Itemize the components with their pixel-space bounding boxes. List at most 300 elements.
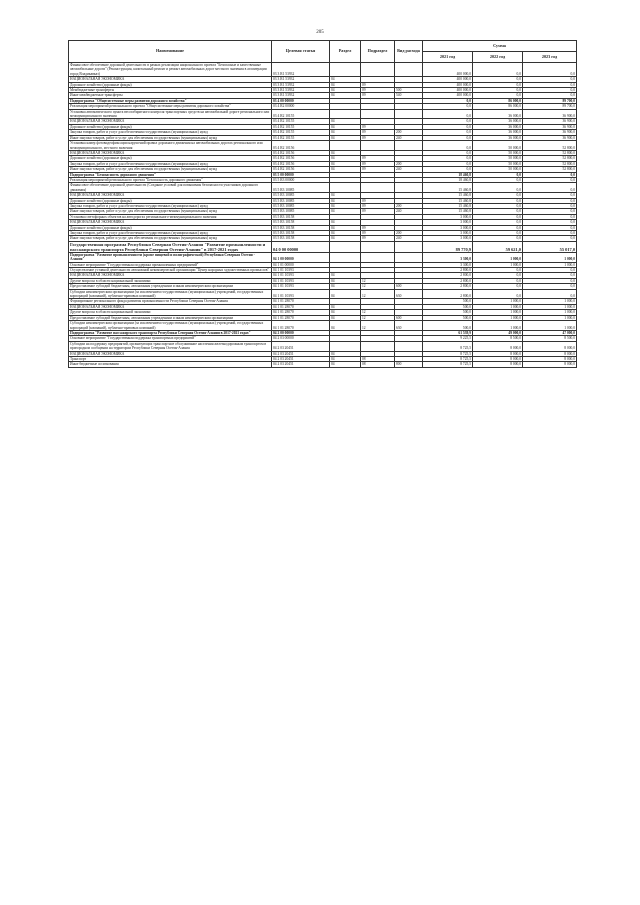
cell-2021: 2 800,0 (423, 284, 473, 289)
cell-2021: 0,0 (423, 156, 473, 161)
cell-2022: 0,0 (473, 203, 523, 208)
cell-2022: 8 000,0 (473, 341, 523, 351)
cell-2022: 1 000,0 (473, 299, 523, 304)
cell-2021: 9 225,5 (423, 336, 473, 341)
cell-name: Субсидии некоммерческим организациям (за исключением государственных (муниципальных) учреждений, государственных корпораций (компаний), публично-правовых компаний) (69, 289, 272, 299)
cell-target: 03 3 R1 53932 (272, 63, 330, 77)
cell-name: Субсидии на поддержку предприятий, организующих транспортное обслуживание населения железнодорожным транспортом в пригородном сообщении на территории Республики Северная Осетия-Алания (69, 341, 272, 351)
budget-table (68, 40, 577, 368)
cell-kind (395, 341, 423, 351)
cell-2021: 0,0 (423, 109, 473, 119)
cell-2021: 0,0 (423, 150, 473, 155)
cell-target: 03 3 R1 53932 (272, 82, 330, 87)
cell-target: 03 5 R3 10158 (272, 236, 330, 241)
cell-2021: 0,0 (423, 104, 473, 109)
cell-name: Дорожное хозяйство (дорожные фонды) (69, 225, 272, 230)
cell-section: 04 (330, 130, 361, 135)
cell-2021: 0,0 (423, 124, 473, 129)
cell-2021: 8 725,5 (423, 341, 473, 351)
cell-2022: 50 000,0 (473, 150, 523, 155)
cell-target: 03 5 R3 10158 (272, 214, 330, 219)
cell-section: 04 (330, 315, 361, 320)
cell-section: 04 (330, 203, 361, 208)
cell-2022: 86 000,0 (473, 104, 523, 109)
cell-2021: 2 800,0 (423, 273, 473, 278)
cell-name: Иные закупки товаров, работ и услуг для обеспечения государственных (муниципальных) нужд (69, 209, 272, 214)
cell-2023: 0,0 (523, 177, 577, 182)
cell-2021: 400 000,0 (423, 63, 473, 77)
header-kind: Вид расхода (395, 41, 423, 63)
cell-subsection: 12 (361, 278, 395, 283)
cell-section: 04 (330, 161, 361, 166)
cell-2023: 36 900,0 (523, 109, 577, 119)
cell-2021: 18 460,8 (423, 177, 473, 182)
cell-2023: 36 900,0 (523, 119, 577, 124)
cell-2021: 0,0 (423, 119, 473, 124)
cell-name: Дорожное хозяйство (дорожные фонды) (69, 198, 272, 203)
cell-subsection (361, 252, 395, 262)
cell-2021: 2 800,0 (423, 289, 473, 299)
cell-2021: 3 000,0 (423, 236, 473, 241)
cell-name: НАЦИОНАЛЬНАЯ ЭКОНОМИКА (69, 351, 272, 356)
cell-name: Установка светофорных объектов на автодорогах регионального-межмуниципального значения (69, 214, 272, 219)
cell-target: 03 4 R2 10156 (272, 161, 330, 166)
cell-2021: 400 000,0 (423, 77, 473, 82)
cell-2023: 36 900,0 (523, 124, 577, 129)
cell-target: 04 2 03 20451 (272, 341, 330, 351)
cell-name: Подпрограмма "Развитие промышленности (кроме пищевой и полиграфической) Республики Северная Осетия - Алания" (69, 252, 272, 262)
cell-2022: 0,0 (473, 88, 523, 93)
cell-kind: 200 (395, 203, 423, 208)
cell-section: 04 (330, 82, 361, 87)
cell-target: 03 4 R2 10155 (272, 119, 330, 124)
cell-2021: 8 725,5 (423, 356, 473, 361)
table-row (69, 341, 577, 351)
cell-2022: 49 000,0 (473, 330, 523, 335)
cell-target: 04 1 01 10393 (272, 284, 330, 289)
cell-section: 04 (330, 289, 361, 299)
cell-target: 03 4 R2 10156 (272, 156, 330, 161)
cell-2022: 0,0 (473, 284, 523, 289)
cell-section (330, 183, 361, 193)
cell-2022: 86 000,0 (473, 98, 523, 103)
cell-subsection: 09 (361, 203, 395, 208)
table-row (69, 241, 577, 252)
cell-2023: 1 000,0 (523, 321, 577, 331)
cell-subsection (361, 109, 395, 119)
cell-target: 03 5 R3 00000 (272, 177, 330, 182)
cell-target: 03 4 R2 10156 (272, 141, 330, 151)
header-sum: Сумма (423, 41, 577, 52)
cell-2023: 0,0 (523, 284, 577, 289)
cell-name: Межбюджетные трансферты (69, 88, 272, 93)
cell-kind (395, 252, 423, 262)
cell-2022: 8 000,0 (473, 362, 523, 367)
cell-2021: 18 460,8 (423, 172, 473, 177)
cell-2023: 0,0 (523, 93, 577, 98)
cell-2023: 0,0 (523, 225, 577, 230)
header-section: Раздел (330, 41, 361, 63)
cell-target: 04 2 00 00000 (272, 330, 330, 335)
cell-2023: 1 000,0 (523, 252, 577, 262)
cell-2023: 47 000,0 (523, 330, 577, 335)
cell-2023: 0,0 (523, 183, 577, 193)
cell-kind (395, 63, 423, 77)
cell-target: 04 1 01 28070 (272, 315, 330, 320)
cell-2023: 0,0 (523, 203, 577, 208)
cell-name: Реализация мероприятий регионального проекта "Общесистемные меры развития дорожного хозяйства" (69, 104, 272, 109)
cell-2023: 0,0 (523, 193, 577, 198)
cell-2021: 500,0 (423, 321, 473, 331)
cell-kind: 240 (395, 167, 423, 172)
cell-section: 04 (330, 77, 361, 82)
cell-2021: 15 460,8 (423, 183, 473, 193)
cell-2021: 61 539,9 (423, 330, 473, 335)
cell-2022: 0,0 (473, 273, 523, 278)
cell-section: 04 (330, 321, 361, 331)
cell-section (330, 141, 361, 151)
cell-name: Иные закупки товаров, работ и услуг для обеспечения государственных (муниципальных) нужд (69, 135, 272, 140)
cell-2023: 0,0 (523, 231, 577, 236)
cell-section: 04 (330, 156, 361, 161)
cell-2021: 8 725,5 (423, 351, 473, 356)
cell-section: 04 (330, 198, 361, 203)
cell-2023: 0,0 (523, 268, 577, 273)
cell-name: Дорожное хозяйство (дорожные фонды) (69, 82, 272, 87)
cell-name: Иные межбюджетные трансферты (69, 93, 272, 98)
cell-2021: 3 000,0 (423, 220, 473, 225)
cell-kind: 200 (395, 161, 423, 166)
cell-2021: 500,0 (423, 315, 473, 320)
cell-2021: 89 770,9 (423, 241, 473, 252)
cell-target: 04 1 01 28070 (272, 310, 330, 315)
cell-2021: 0,0 (423, 141, 473, 151)
cell-kind: 630 (395, 289, 423, 299)
table-header (69, 41, 577, 63)
cell-kind: 200 (395, 231, 423, 236)
cell-2022: 50 000,0 (473, 167, 523, 172)
cell-2023: 0,0 (523, 88, 577, 93)
cell-section: 04 (330, 273, 361, 278)
cell-name: Подпрограмма "Безопасность дорожного движения" (69, 172, 272, 177)
cell-2021: 15 460,8 (423, 203, 473, 208)
cell-section (330, 341, 361, 351)
cell-2023: 8 000,0 (523, 362, 577, 367)
cell-subsection: 09 (361, 161, 395, 166)
cell-section: 04 (330, 124, 361, 129)
cell-2023: 0,0 (523, 82, 577, 87)
cell-name: Основное мероприятие "Государственная поддержка промышленных предприятий" (69, 262, 272, 267)
cell-section: 04 (330, 310, 361, 315)
cell-name: НАЦИОНАЛЬНАЯ ЭКОНОМИКА (69, 304, 272, 309)
cell-2023: 89 700,0 (523, 98, 577, 103)
cell-section: 04 (330, 351, 361, 356)
cell-kind: 600 (395, 315, 423, 320)
cell-subsection (361, 141, 395, 151)
cell-kind: 600 (395, 284, 423, 289)
cell-subsection: 09 (361, 93, 395, 98)
cell-section (330, 241, 361, 252)
cell-name: Иные бюджетные ассигнования (69, 362, 272, 367)
cell-name: Дорожное хозяйство (дорожные фонды) (69, 156, 272, 161)
cell-target: 03 5 R3 10158 (272, 231, 330, 236)
cell-2021: 500,0 (423, 299, 473, 304)
cell-subsection: 09 (361, 209, 395, 214)
cell-target: 04 1 01 10393 (272, 273, 330, 278)
cell-target: 03 4 R2 10155 (272, 135, 330, 140)
cell-name: Подпрограмма "Развитие пассажирского транспорта Республики Северная Осетия-Алания в 2017-2021 годах" (69, 330, 272, 335)
cell-2023: 8 000,0 (523, 356, 577, 361)
cell-name: НАЦИОНАЛЬНАЯ ЭКОНОМИКА (69, 150, 272, 155)
cell-name: НАЦИОНАЛЬНАЯ ЭКОНОМИКА (69, 193, 272, 198)
cell-2021: 15 460,8 (423, 209, 473, 214)
cell-target: 04 2 03 20451 (272, 362, 330, 367)
cell-2021: 3 000,0 (423, 214, 473, 219)
cell-section: 04 (330, 236, 361, 241)
cell-target: 03 3 R1 53932 (272, 77, 330, 82)
cell-name: Иные закупки товаров, работ и услуг для обеспечения государственных (муниципальных) нужд (69, 167, 272, 172)
cell-name: Финансовое обеспечение дорожной деятельности (Создание условий для повышения безопасности участников дорожного движения) (69, 183, 272, 193)
cell-section (330, 63, 361, 77)
page-number: 205 (316, 30, 324, 35)
cell-section: 04 (330, 93, 361, 98)
cell-2021: 400 000,0 (423, 93, 473, 98)
cell-name: Подпрограмма "Общесистемные меры развития дорожного хозяйства" (69, 98, 272, 103)
cell-section: 04 (330, 231, 361, 236)
cell-2023: 8 500,0 (523, 336, 577, 341)
cell-2022: 1 000,0 (473, 304, 523, 309)
cell-2023: 8 000,0 (523, 341, 577, 351)
cell-2022: 50 000,0 (473, 156, 523, 161)
cell-target: 03 3 R1 53932 (272, 88, 330, 93)
cell-section: 04 (330, 220, 361, 225)
cell-subsection: 09 (361, 124, 395, 129)
cell-target: 04 2 03 20451 (272, 356, 330, 361)
cell-2021: 3 000,0 (423, 225, 473, 230)
cell-subsection: 12 (361, 321, 395, 331)
cell-section: 04 (330, 304, 361, 309)
cell-section: 04 (330, 135, 361, 140)
cell-subsection: 09 (361, 231, 395, 236)
cell-subsection: 09 (361, 88, 395, 93)
cell-2021: 2 800,0 (423, 278, 473, 283)
cell-2022: 0,0 (473, 93, 523, 98)
cell-subsection (361, 183, 395, 193)
header-subsection: Подраздел (361, 41, 395, 63)
table-body (69, 63, 577, 368)
cell-2022: 1 000,0 (473, 262, 523, 267)
cell-name: Формирование регионального фонда развития промышленности Республики Северная Осетия-Алания (69, 299, 272, 304)
cell-section: 04 (330, 193, 361, 198)
cell-2022: 0,0 (473, 193, 523, 198)
cell-name: Закупка товаров, работ и услуг для обеспечения государственных (муниципальных) нужд (69, 203, 272, 208)
cell-target: 03 4 R2 10156 (272, 167, 330, 172)
cell-2021: 0,0 (423, 161, 473, 166)
table-row (69, 63, 577, 77)
cell-target: 03 3 R1 53932 (272, 93, 330, 98)
cell-2023: 1 000,0 (523, 262, 577, 267)
cell-2023: 52 800,0 (523, 161, 577, 166)
table-row (69, 109, 577, 119)
cell-2022: 8 500,0 (473, 336, 523, 341)
cell-name: НАЦИОНАЛЬНАЯ ЭКОНОМИКА (69, 220, 272, 225)
cell-subsection: 12 (361, 315, 395, 320)
cell-kind: 200 (395, 130, 423, 135)
cell-subsection: 09 (361, 82, 395, 87)
cell-2022: 0,0 (473, 183, 523, 193)
cell-2022: 1 000,0 (473, 310, 523, 315)
cell-subsection: 09 (361, 236, 395, 241)
cell-section: 04 (330, 225, 361, 230)
cell-target: 03 5 R3 10085 (272, 203, 330, 208)
cell-kind (395, 109, 423, 119)
cell-2023: 52 800,0 (523, 150, 577, 155)
cell-name: НАЦИОНАЛЬНАЯ ЭКОНОМИКА (69, 273, 272, 278)
header-target: Целевая статья (272, 41, 330, 63)
cell-2021: 15 460,8 (423, 193, 473, 198)
table-row (69, 321, 577, 331)
cell-target: 03 4 R2 10156 (272, 150, 330, 155)
cell-2023: 55 017,0 (523, 241, 577, 252)
cell-subsection: 08 (361, 362, 395, 367)
cell-name: НАЦИОНАЛЬНАЯ ЭКОНОМИКА (69, 119, 272, 124)
cell-name: Установка автоматического пункта весогабаритного контроля транспортных средств на автомобильной дороге регионального или межмуниципального значения (69, 109, 272, 119)
cell-target: 04 1 01 28070 (272, 299, 330, 304)
cell-subsection: 09 (361, 135, 395, 140)
cell-2022: 50 000,0 (473, 141, 523, 151)
cell-section: 04 (330, 88, 361, 93)
cell-2022: 50 000,0 (473, 161, 523, 166)
cell-kind: 540 (395, 93, 423, 98)
cell-target: 03 4 R2 00000 (272, 104, 330, 109)
cell-kind (395, 183, 423, 193)
cell-section: 04 (330, 119, 361, 124)
cell-kind (395, 241, 423, 252)
cell-target: 04 1 01 10393 (272, 268, 330, 273)
cell-kind: 240 (395, 209, 423, 214)
cell-2022: 0,0 (473, 177, 523, 182)
cell-2023: 0,0 (523, 209, 577, 214)
cell-target: 04 1 01 28070 (272, 304, 330, 309)
table-row (69, 252, 577, 262)
cell-2022: 0,0 (473, 82, 523, 87)
cell-subsection: 12 (361, 310, 395, 315)
cell-target: 04 1 01 10393 (272, 289, 330, 299)
cell-target: 03 4 00 00000 (272, 98, 330, 103)
header-year-2022: 2022 год (473, 52, 523, 63)
cell-2021: 400 000,0 (423, 82, 473, 87)
cell-2023: 0,0 (523, 214, 577, 219)
cell-name: Закупка товаров, работ и услуг для обеспечения государственных (муниципальных) нужд (69, 161, 272, 166)
cell-2021: 3 000,0 (423, 231, 473, 236)
cell-2023: 0,0 (523, 273, 577, 278)
cell-2023: 1 000,0 (523, 315, 577, 320)
cell-subsection: 12 (361, 284, 395, 289)
cell-kind: 500 (395, 88, 423, 93)
cell-name: Транспорт (69, 356, 272, 361)
cell-name: Закупка товаров, работ и услуг для обеспечения государственных (муниципальных) нужд (69, 130, 272, 135)
cell-subsection: 09 (361, 225, 395, 230)
cell-subsection: 09 (361, 198, 395, 203)
table-row (69, 362, 577, 367)
header-year-2021: 2021 год (423, 52, 473, 63)
cell-section (330, 252, 361, 262)
cell-2021: 0,0 (423, 98, 473, 103)
cell-target: 03 5 R3 10085 (272, 198, 330, 203)
cell-2022: 1 000,0 (473, 252, 523, 262)
cell-2023: 52 800,0 (523, 141, 577, 151)
cell-subsection: 08 (361, 356, 395, 361)
cell-name: Основное мероприятие "Государственная поддержка транспортных предприятий" (69, 336, 272, 341)
cell-2021: 400 000,0 (423, 88, 473, 93)
cell-2023: 0,0 (523, 220, 577, 225)
cell-subsection (361, 241, 395, 252)
cell-2022: 0,0 (473, 278, 523, 283)
cell-target: 03 4 R2 10155 (272, 109, 330, 119)
cell-2021: 500,0 (423, 310, 473, 315)
cell-name: Иные закупки товаров, работ и услуг для обеспечения государственных (муниципальных) нужд (69, 236, 272, 241)
cell-2023: 0,0 (523, 198, 577, 203)
cell-2022: 8 000,0 (473, 356, 523, 361)
cell-target: 03 4 R2 10155 (272, 130, 330, 135)
cell-subsection: 12 (361, 289, 395, 299)
table-row (69, 141, 577, 151)
cell-section: 04 (330, 284, 361, 289)
cell-name: Осуществление уставной деятельности автономной некоммерческой организации "Центр народных художественных промыслов" (69, 268, 272, 273)
cell-2022: 1 000,0 (473, 321, 523, 331)
cell-section: 04 (330, 150, 361, 155)
cell-name: Предоставление субсидий бюджетным, автономным учреждениям и иным некоммерческим организациям (69, 284, 272, 289)
cell-2022: 36 000,0 (473, 130, 523, 135)
header-name: Наименование (69, 41, 272, 63)
cell-section: 04 (330, 278, 361, 283)
cell-name: НАЦИОНАЛЬНАЯ ЭКОНОМИКА (69, 77, 272, 82)
cell-subsection: 09 (361, 130, 395, 135)
cell-name: Государственная программа Республики Северная Осетия-Алания "Развитие промышленности и пассажирского транспорта Республики Северная Осетия-Алания" в 2017-2021 годах (69, 241, 272, 252)
cell-2022: 0,0 (473, 198, 523, 203)
cell-2023: 1 000,0 (523, 304, 577, 309)
cell-name: Дорожное хозяйство (дорожные фонды) (69, 124, 272, 129)
cell-2023: 0,0 (523, 77, 577, 82)
cell-target: 04 1 01 10393 (272, 278, 330, 283)
cell-2023: 0,0 (523, 63, 577, 77)
cell-target: 03 5 R3 10085 (272, 193, 330, 198)
cell-2022: 0,0 (473, 231, 523, 236)
cell-2023: 89 700,0 (523, 104, 577, 109)
cell-2022: 0,0 (473, 289, 523, 299)
cell-2021: 0,0 (423, 135, 473, 140)
cell-target: 03 5 R3 10085 (272, 183, 330, 193)
cell-2022: 0,0 (473, 172, 523, 177)
cell-target: 03 5 R3 10085 (272, 209, 330, 214)
cell-name: Другие вопросы в области национальной экономики (69, 310, 272, 315)
cell-2023: 52 800,0 (523, 156, 577, 161)
cell-name: Установка камер фотовидеофиксации нарушений правил дорожного движения на автомобильных дорогах регионального или межмуниципального, местного значения (69, 141, 272, 151)
cell-name: Другие вопросы в области национальной экономики (69, 278, 272, 283)
cell-2023: 8 000,0 (523, 351, 577, 356)
cell-2022: 36 000,0 (473, 135, 523, 140)
cell-target: 04 1 01 28070 (272, 321, 330, 331)
cell-kind: 630 (395, 321, 423, 331)
cell-2022: 0,0 (473, 225, 523, 230)
cell-subsection: 09 (361, 156, 395, 161)
cell-target: 04 2 03 20451 (272, 351, 330, 356)
cell-2022: 0,0 (473, 77, 523, 82)
cell-target: 03 5 00 00000 (272, 172, 330, 177)
cell-target: 04 1 01 00000 (272, 262, 330, 267)
cell-section: 04 (330, 209, 361, 214)
cell-2021: 2 800,0 (423, 268, 473, 273)
